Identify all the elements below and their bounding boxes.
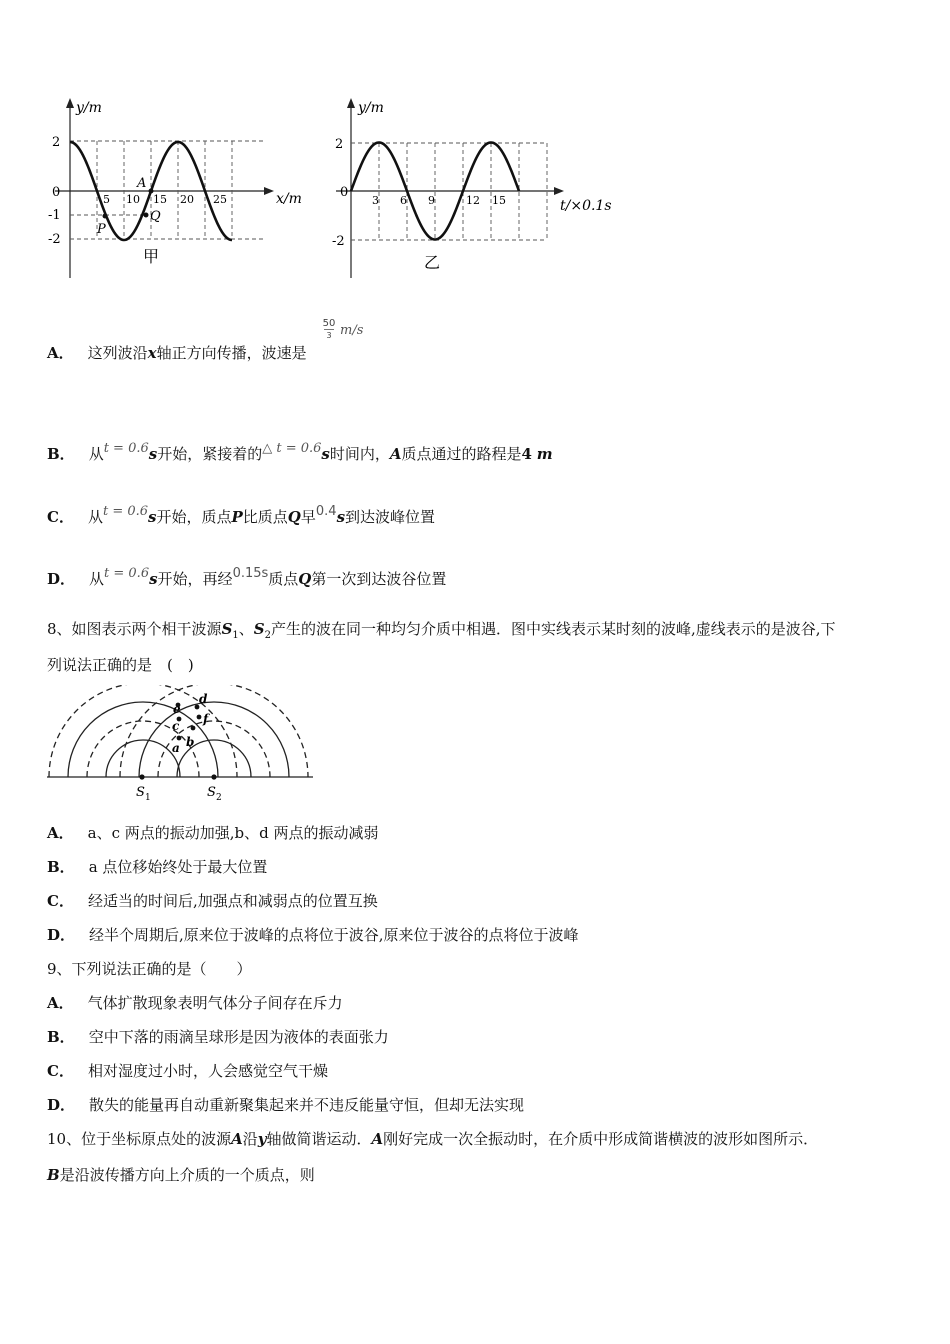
option-label: A． xyxy=(47,344,74,362)
jia-x-tick: 10 xyxy=(126,193,140,206)
option-label: A． xyxy=(47,824,74,842)
speed-unit: m/s xyxy=(340,323,364,338)
option-label: C． xyxy=(47,1062,74,1080)
q7-option-b[interactable] xyxy=(47,441,553,466)
q7-option-a[interactable] xyxy=(47,343,307,363)
option-text: a 点位移始终处于最大位置 xyxy=(88,858,268,876)
formula: 0.15s xyxy=(232,566,269,581)
option-text: 散失的能量再自动重新聚集起来并不违反能量守恒，但却无法实现 xyxy=(89,1096,525,1114)
option-text: 质点 xyxy=(268,570,299,588)
var-x: x xyxy=(147,344,157,362)
option-text: 开始，质点 xyxy=(156,508,232,526)
question-text: 产生的波在同一种均匀介质中相遇．图中实线表示某时刻的波峰,虚线表示的是波谷,下 xyxy=(271,620,836,638)
var-a: A xyxy=(371,1130,384,1148)
jia-x-axis-label: x/m xyxy=(276,191,302,207)
yi-y-tick: 2 xyxy=(335,137,344,152)
var-a: A xyxy=(231,1130,243,1148)
graph-jia xyxy=(48,98,302,278)
yi-x-arrow xyxy=(554,187,564,195)
yi-x-tick: 9 xyxy=(428,194,435,207)
yi-x-axis-label: t/×0.1s xyxy=(560,198,612,214)
var-p: P xyxy=(231,508,243,526)
unit-s: s xyxy=(148,508,157,526)
jia-x-tick: 15 xyxy=(153,193,167,206)
option-text: 空中下落的雨滴呈球形是因为液体的表面张力 xyxy=(88,1028,389,1046)
q8-option-a[interactable] xyxy=(47,823,379,843)
speed-numerator: 50 xyxy=(322,318,336,329)
option-text: 从 xyxy=(89,570,105,588)
label-b: b xyxy=(186,735,195,749)
formula: 0.4 xyxy=(315,504,337,519)
question-number: 8、 xyxy=(47,620,72,638)
jia-y-tick: 2 xyxy=(52,135,61,150)
option-text: 从 xyxy=(88,445,104,463)
yi-y-axis-label: y/m xyxy=(358,100,384,116)
q9-option-c[interactable] xyxy=(47,1061,328,1081)
option-text: 质点通过的路程是 xyxy=(401,445,522,463)
label-s1-sub: 1 xyxy=(145,793,151,803)
yi-x-tick: 15 xyxy=(492,194,506,207)
unit-s: s xyxy=(148,445,158,463)
point-a-dot xyxy=(177,736,182,741)
q8-stem-line2: 列说法正确的是 ( ) xyxy=(47,656,194,674)
point-a-label: A xyxy=(137,176,147,191)
option-label: D． xyxy=(47,570,76,588)
q8-option-c[interactable] xyxy=(47,891,378,911)
formula: △ t = 0.6 xyxy=(262,441,322,456)
q10-stem-line1 xyxy=(47,1129,818,1149)
question-text: 位于坐标原点处的波源 xyxy=(81,1130,232,1148)
separator: 、 xyxy=(238,620,254,638)
speed-fraction xyxy=(322,318,336,341)
label-c: c xyxy=(172,719,180,733)
label-d: d xyxy=(199,692,208,706)
unit-s: s xyxy=(321,445,330,463)
question-text: 轴做简谐运动． xyxy=(266,1130,372,1148)
q7-option-d[interactable] xyxy=(47,566,447,591)
option-label: C． xyxy=(47,892,74,910)
yi-x-tick: 3 xyxy=(372,194,379,207)
option-text: a、c 两点的振动加强,b、d 两点的振动减弱 xyxy=(87,824,379,842)
unit-s: s xyxy=(336,508,346,526)
yi-x-tick: 12 xyxy=(466,194,480,207)
source-s1: S xyxy=(221,620,233,638)
var-a: A xyxy=(389,445,402,463)
interference-figure xyxy=(40,685,330,807)
option-text: 经适当的时间后,加强点和减弱点的位置互换 xyxy=(87,892,378,910)
option-text: 到达波峰位置 xyxy=(345,508,436,526)
point-f-dot xyxy=(197,715,202,720)
option-label: B． xyxy=(47,445,75,463)
var-q: Q xyxy=(287,508,301,526)
label-e: e xyxy=(173,702,181,716)
option-label: D． xyxy=(47,926,76,944)
var-y: y xyxy=(257,1130,267,1148)
label-s2-sub: 2 xyxy=(216,793,222,803)
jia-y-tick: 0 xyxy=(52,185,61,200)
source-s1-sub: 1 xyxy=(232,630,239,641)
question-text: 如图表示两个相干波源 xyxy=(71,620,222,638)
label-s2: S xyxy=(207,785,216,800)
question-text: 是沿波传播方向上介质的一个质点，则 xyxy=(59,1166,315,1184)
q8-stem-line1 xyxy=(47,619,836,646)
wave-graphs-figure xyxy=(0,90,640,290)
yi-y-arrow xyxy=(347,98,355,108)
unit-m: m xyxy=(536,445,553,463)
question-text: 刚好完成一次全振动时，在介质中形成简谐横波的波形如图所示． xyxy=(383,1130,819,1148)
jia-y-axis-label: y/m xyxy=(76,100,102,116)
option-label: B． xyxy=(47,858,75,876)
option-text: 经半个周期后,原来位于波峰的点将位于波谷,原来位于波谷的点将位于波峰 xyxy=(89,926,579,944)
option-text: 比质点 xyxy=(242,508,288,526)
jia-y-tick: -2 xyxy=(48,232,61,247)
option-label: A． xyxy=(47,994,74,1012)
graph-yi xyxy=(332,98,612,278)
formula: t = 0.6 xyxy=(104,566,150,581)
label-f: f xyxy=(203,712,209,726)
speed-denominator: 3 xyxy=(326,331,332,340)
option-text: 轴正方向传播，波速是 xyxy=(156,344,307,362)
point-b-dot xyxy=(191,726,196,731)
point-q-label: Q xyxy=(150,209,161,224)
option-text: 从 xyxy=(87,508,103,526)
yi-x-tick: 6 xyxy=(400,194,407,207)
q10-stem-line2 xyxy=(47,1165,315,1185)
q9-option-b[interactable] xyxy=(47,1027,389,1047)
var-b: B xyxy=(47,1166,60,1184)
point-q-dot xyxy=(144,213,149,218)
source-s2-dot xyxy=(211,774,216,779)
option-text: 早 xyxy=(300,508,316,526)
yi-caption: 乙 xyxy=(424,253,441,272)
option-text: 第一次到达波谷位置 xyxy=(311,570,447,588)
option-text: 气体扩散现象表明气体分子间存在斥力 xyxy=(87,994,343,1012)
distance-value: 4 xyxy=(521,445,532,463)
source-s2: S xyxy=(253,620,265,638)
q7-option-c[interactable] xyxy=(47,504,436,529)
var-q: Q xyxy=(298,570,312,588)
option-label: B． xyxy=(47,1028,75,1046)
option-text: 开始，紧接着的 xyxy=(157,445,263,463)
q8-option-b[interactable] xyxy=(47,857,267,877)
jia-y-tick: -1 xyxy=(48,208,61,223)
option-text: 时间内， xyxy=(329,445,390,463)
option-text: 这列波沿 xyxy=(87,344,148,362)
yi-y-tick: 0 xyxy=(340,185,349,200)
unit-s: s xyxy=(149,570,158,588)
q9-option-d[interactable] xyxy=(47,1095,524,1115)
jia-y-arrow xyxy=(66,98,74,108)
label-a: a xyxy=(172,741,180,755)
point-p-label: P xyxy=(97,222,106,237)
jia-x-tick: 5 xyxy=(103,193,110,206)
jia-caption: 甲 xyxy=(143,247,160,266)
source-s2-sub: 2 xyxy=(264,630,272,641)
point-p-dot xyxy=(103,214,108,219)
option-text: 开始，再经 xyxy=(157,570,233,588)
q9-stem: 9、下列说法正确的是（ ） xyxy=(47,960,252,978)
question-number: 10、 xyxy=(47,1130,82,1148)
label-s1: S xyxy=(136,785,145,800)
q8-option-d[interactable] xyxy=(47,925,579,945)
q9-option-a[interactable] xyxy=(47,993,343,1013)
option-text: 相对湿度过小时，人会感觉空气干燥 xyxy=(87,1062,328,1080)
option-label: C． xyxy=(47,508,74,526)
option-label: D． xyxy=(47,1096,76,1114)
formula: t = 0.6 xyxy=(102,504,149,519)
jia-x-tick: 25 xyxy=(213,193,227,206)
question-text: 沿 xyxy=(242,1130,258,1148)
jia-x-arrow xyxy=(264,187,274,195)
source-s1-dot xyxy=(139,774,144,779)
yi-y-tick: -2 xyxy=(332,234,345,249)
formula: t = 0.6 xyxy=(103,441,149,456)
jia-x-tick: 20 xyxy=(180,193,194,206)
